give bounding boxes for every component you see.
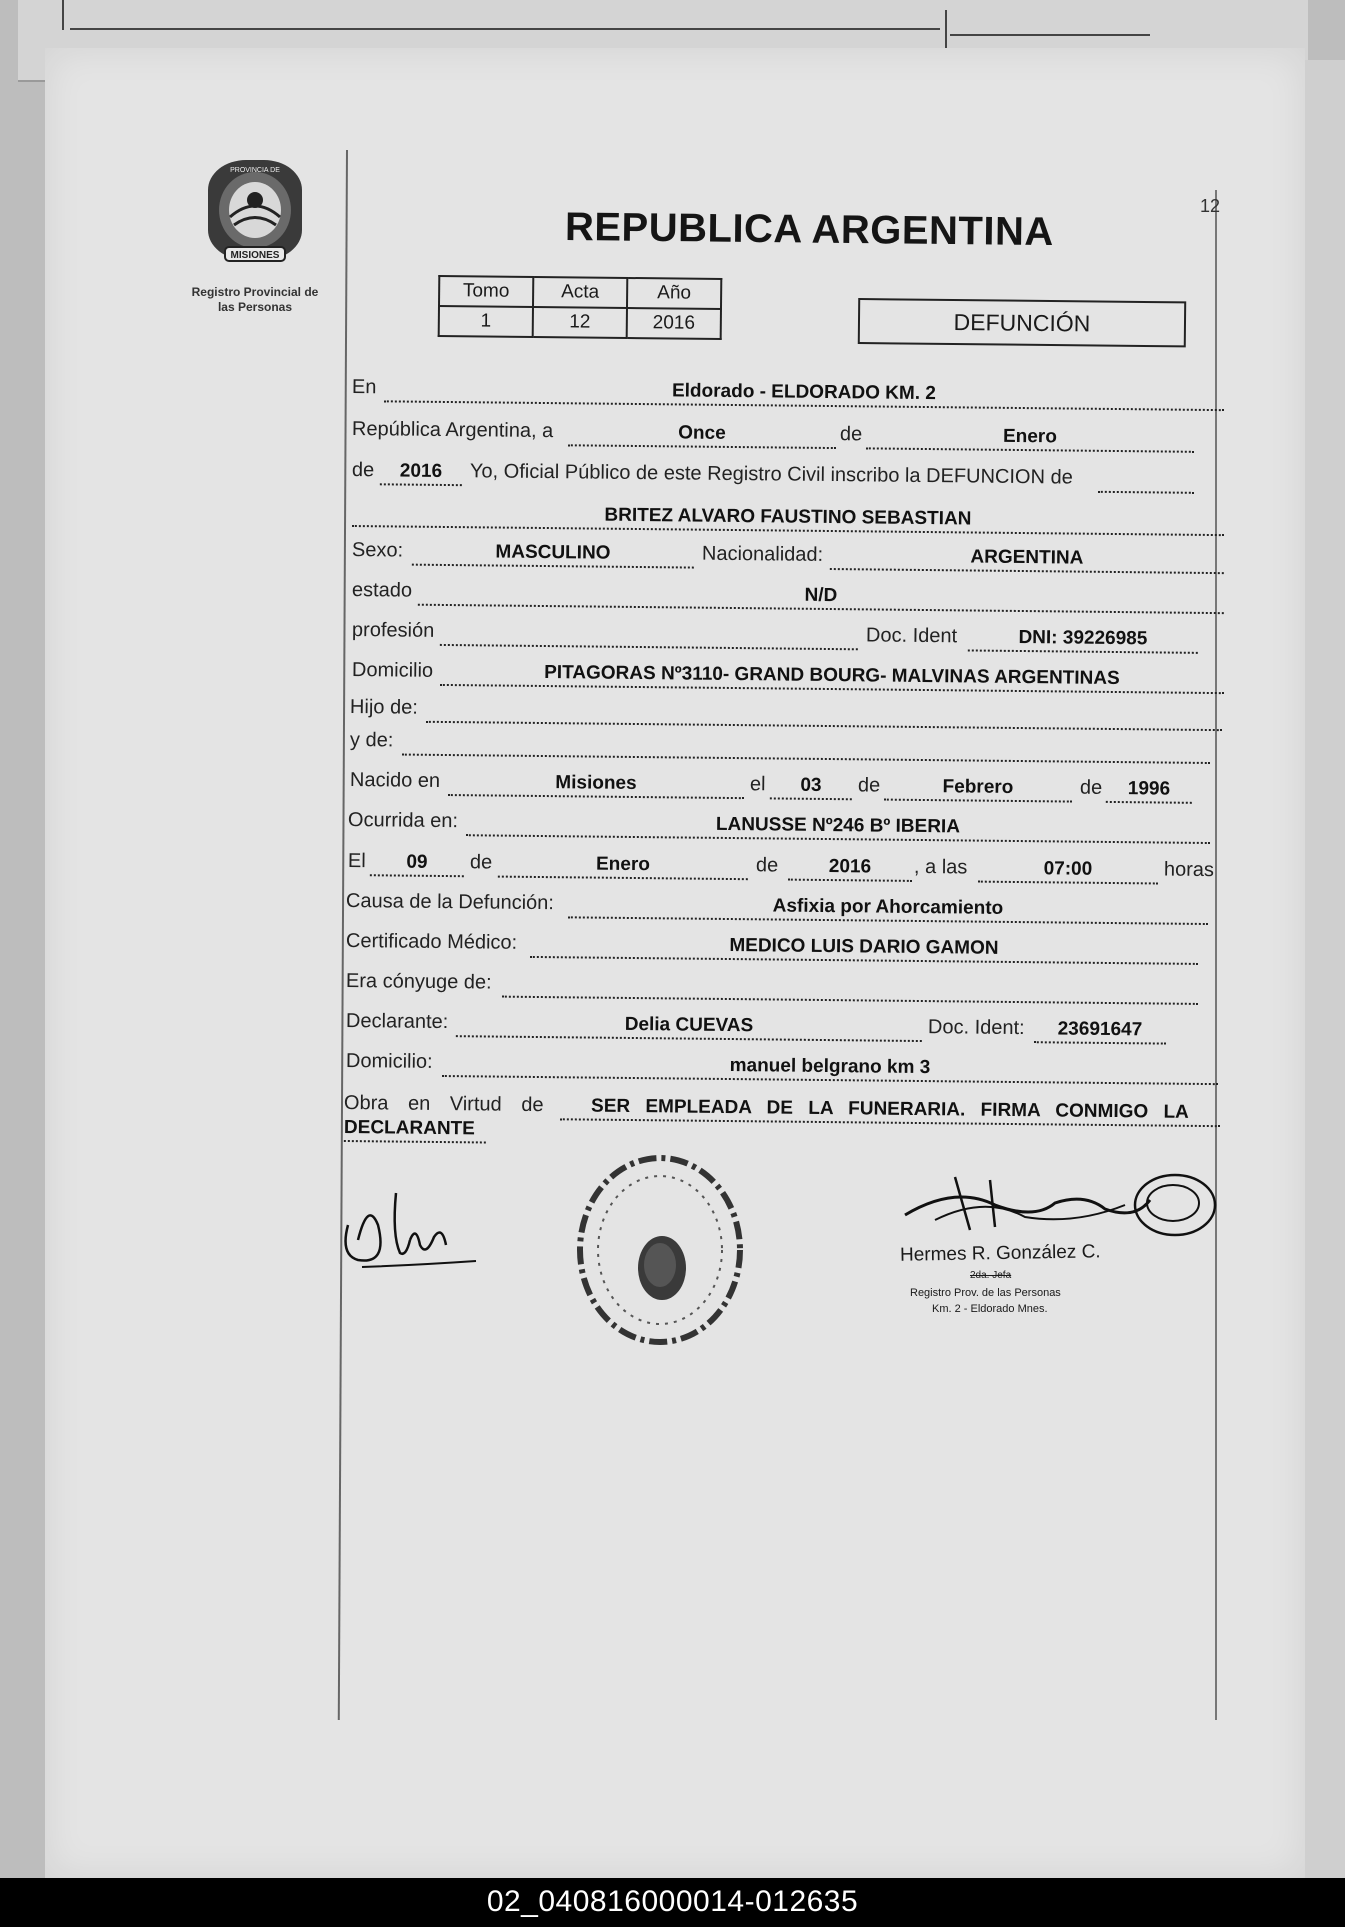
value-declarante: Delia CUEVAS [456, 1012, 922, 1042]
acta-table [438, 275, 723, 340]
value-estado: N/D [418, 581, 1224, 614]
label-conyuge: Era cónyuge de: [345, 970, 492, 994]
label-hijo: Hijo de: [349, 696, 418, 719]
underlying-page-rule [62, 0, 64, 30]
underlying-page-rule [70, 28, 940, 30]
label-obra: Obra en Virtud de [343, 1092, 544, 1117]
label-en: En [351, 376, 377, 399]
label-el: el [749, 773, 766, 796]
provincial-seal-icon [200, 155, 310, 270]
seal-text-bottom: MISIONES [230, 250, 280, 261]
label-sexo: Sexo: [351, 539, 404, 562]
right-margin-line [1215, 190, 1217, 1720]
official-office-line2: Km. 2 - Eldorado Mnes. [932, 1303, 1048, 1315]
label-death-de2: de [755, 854, 779, 877]
label-year-de: de [351, 459, 375, 482]
page-title: REPUBLICA ARGENTINA [564, 205, 1054, 255]
acta-value-tomo: 1 [439, 306, 533, 337]
label-doc-ident: Doc. Ident [865, 624, 958, 648]
acta-header-ano: Año [627, 278, 721, 309]
page-stack-edge [1300, 60, 1345, 1880]
seal-text-top: PROVINCIA DE [230, 167, 280, 174]
label-declarante-domicilio: Domicilio: [345, 1050, 433, 1073]
label-estado: estado [351, 579, 413, 602]
value-death-year: 2016 [788, 856, 912, 882]
row-obra-2 [344, 1112, 544, 1144]
label-birth-de: de [857, 774, 881, 797]
label-profesion: profesión [351, 619, 435, 642]
registry-label-line2: las Personas [217, 300, 293, 314]
official-name: Hermes R. González C. [899, 1241, 1101, 1266]
registry-stamp [570, 1150, 750, 1350]
declarant-signature [338, 1185, 488, 1275]
acta-header-acta: Acta [533, 277, 627, 308]
record-type-box: DEFUNCIÓN [858, 298, 1186, 347]
registry-label-line1: Registro Provincial de [191, 285, 319, 299]
label-inscribo: Yo, Oficial Público de este Registro Civil inscribo la DEFUNCION de [469, 460, 1073, 489]
value-sexo: MASCULINO [412, 541, 694, 569]
value-domicilio: PITAGORAS Nº3110- GRAND BOURG- MALVINAS ARGENTINAS [440, 661, 1224, 694]
label-republica: República Argentina, a [351, 418, 554, 443]
value-death-time: 07:00 [978, 858, 1158, 885]
page-number: 12 [1200, 196, 1221, 216]
file-id: 02_040816000014-012635 [486, 1885, 859, 1918]
value-declarante-doc: 23691647 [1034, 1018, 1166, 1044]
underlying-page-rule [950, 34, 1150, 36]
official-role: 2da. Jefa [970, 1270, 1012, 1281]
value-month-text: Enero [866, 424, 1194, 452]
registry-label [170, 285, 340, 315]
value-doc-ident: DNI: 39226985 [968, 626, 1198, 653]
value-certificado: MEDICO LUIS DARIO GAMON [530, 933, 1198, 965]
label-alas: , a las [913, 855, 968, 879]
label-death-el: El [347, 850, 366, 873]
label-causa: Causa de la Defunción: [345, 890, 555, 915]
value-birth-year: 1996 [1106, 778, 1192, 804]
value-day-text: Once [568, 421, 836, 449]
value-obra-line1: SER EMPLEADA DE LA FUNERARIA. FIRMA CONMIGO LA [560, 1095, 1220, 1127]
value-death-month: Enero [498, 853, 748, 881]
value-deceased-name: BRITEZ ALVARO FAUSTINO SEBASTIAN [352, 502, 1224, 536]
value-causa: Asfixia por Ahorcamiento [568, 893, 1208, 925]
value-nacionalidad: ARGENTINA [830, 545, 1224, 574]
value-nacido: Misiones [448, 771, 744, 799]
value-birth-day: 03 [770, 774, 852, 800]
value-birth-month: Febrero [884, 776, 1072, 803]
label-declarante-doc: Doc. Ident: [927, 1016, 1025, 1040]
value-en: Eldorado - ELDORADO KM. 2 [384, 377, 1224, 411]
acta-header-tomo: Tomo [439, 276, 533, 307]
value-death-day: 09 [370, 851, 464, 877]
label-nacido: Nacido en [349, 769, 441, 792]
label-yde: y de: [349, 729, 394, 752]
acta-value-acta: 12 [533, 307, 627, 338]
label-declarante: Declarante: [345, 1010, 449, 1034]
label-nacionalidad: Nacionalidad: [701, 542, 824, 566]
value-declarante-domicilio: manuel belgrano km 3 [442, 1052, 1218, 1085]
value-obra-line2: DECLARANTE [344, 1117, 486, 1143]
label-death-de: de [469, 851, 493, 874]
label-domicilio: Domicilio [351, 659, 434, 682]
label-de: de [839, 423, 863, 446]
label-certificado: Certificado Médico: [345, 930, 518, 954]
value-year: 2016 [380, 460, 462, 486]
label-ocurrida: Ocurrida en: [347, 809, 459, 833]
acta-value-ano: 2016 [627, 308, 721, 339]
label-birth-de2: de [1079, 776, 1103, 799]
label-horas: horas [1163, 858, 1215, 882]
value-ocurrida: LANUSSE Nº246 Bº IBERIA [466, 811, 1210, 844]
official-office-line1: Registro Prov. de las Personas [910, 1287, 1061, 1299]
